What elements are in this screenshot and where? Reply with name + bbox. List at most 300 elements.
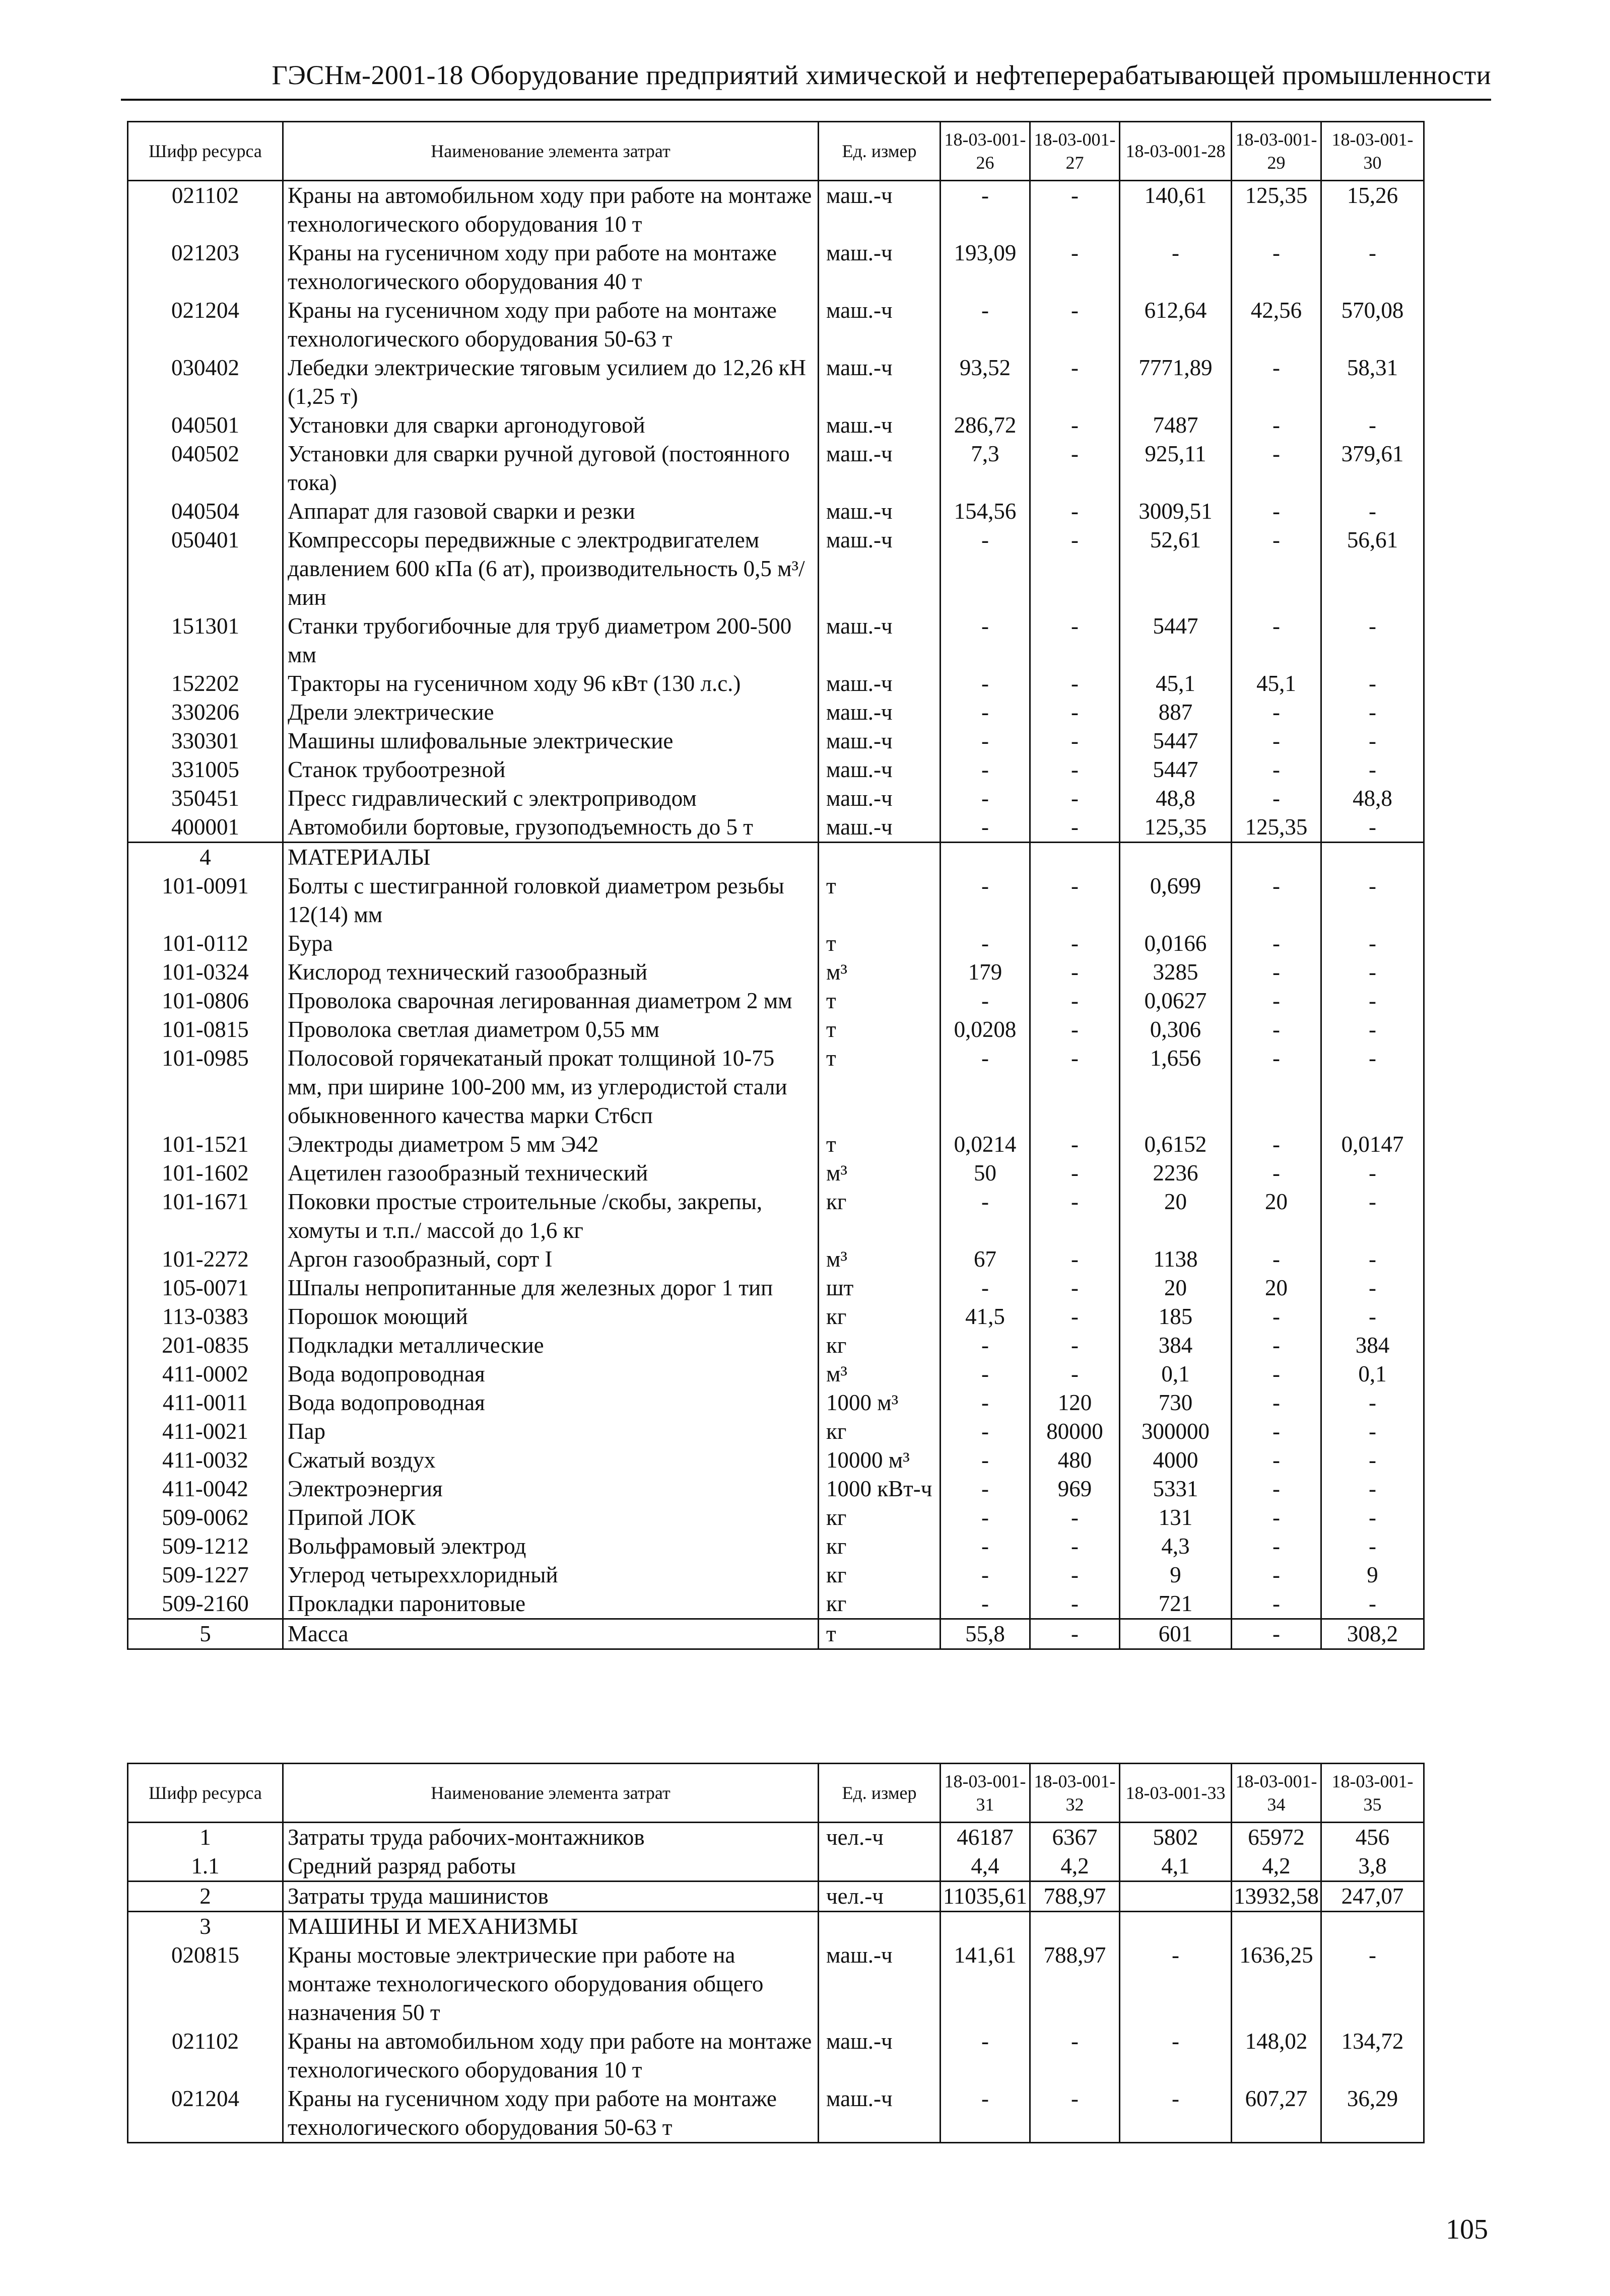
value-cell: 3009,51 [1120, 497, 1232, 526]
value-cell: 0,0627 [1120, 987, 1232, 1015]
value-cell: - [1232, 1245, 1321, 1274]
value-cell: 0,306 [1120, 1015, 1232, 1044]
unit-cell: т [819, 872, 941, 929]
cost-element-name: Затраты труда машинистов [283, 1882, 819, 1912]
value-cell: - [1232, 784, 1321, 813]
value-cell: 9 [1321, 1561, 1424, 1589]
resource-code: 152202 [128, 669, 283, 698]
value-cell: 4,1 [1120, 1852, 1232, 1882]
cost-element-name: Поковки простые строительные /скобы, закрепы, хомуты и т.п./ массой до 1,6 кг [283, 1188, 819, 1245]
value-cell: 0,0166 [1120, 929, 1232, 958]
value-cell: - [1030, 929, 1120, 958]
value-cell: 134,72 [1321, 2027, 1424, 2084]
value-cell: 193,09 [941, 239, 1030, 296]
value-cell: - [1321, 1446, 1424, 1475]
resource-code: 040502 [128, 440, 283, 497]
resource-code: 3 [128, 1912, 283, 1941]
table-body [128, 181, 1424, 1649]
cost-element-name: Компрессоры передвижные с электродвигателем давлением 600 кПа (6 ат), производительность 0,5 м³/мин [283, 526, 819, 612]
unit-cell: т [819, 1619, 941, 1649]
unit-cell: маш.-ч [819, 526, 941, 612]
table-row [128, 1852, 1424, 1882]
cost-element-name: Станки трубогибочные для труб диаметром 200-500 мм [283, 612, 819, 669]
value-cell: - [1321, 1159, 1424, 1188]
cost-table-1 [127, 121, 1425, 1650]
resource-code: 330206 [128, 698, 283, 727]
value-cell: - [941, 526, 1030, 612]
value-cell: 384 [1321, 1331, 1424, 1360]
value-cell: 3285 [1120, 958, 1232, 987]
value-cell: - [941, 296, 1030, 354]
value-cell: 300000 [1120, 1417, 1232, 1446]
value-cell: 3,8 [1321, 1852, 1424, 1882]
value-cell: - [1232, 1302, 1321, 1331]
value-cell: 45,1 [1120, 669, 1232, 698]
value-cell: - [1030, 1331, 1120, 1360]
unit-cell: маш.-ч [819, 755, 941, 784]
value-cell: 131 [1120, 1503, 1232, 1532]
cost-element-name: Средний разряд работы [283, 1852, 819, 1882]
cost-element-name: Кислород технический газообразный [283, 958, 819, 987]
value-cell: - [941, 1532, 1030, 1561]
resource-code: 040504 [128, 497, 283, 526]
table-body [128, 1823, 1424, 2143]
cost-element-name: Вода водопроводная [283, 1388, 819, 1417]
value-cell: - [1232, 1446, 1321, 1475]
value-cell [1232, 843, 1321, 872]
value-cell: 42,56 [1232, 296, 1321, 354]
value-cell: - [941, 1589, 1030, 1619]
value-cell: - [1030, 1015, 1120, 1044]
value-cell: 887 [1120, 698, 1232, 727]
resource-code: 4 [128, 843, 283, 872]
cost-element-name: Проволока сварочная легированная диаметром 2 мм [283, 987, 819, 1015]
value-cell: - [1030, 1619, 1120, 1649]
value-cell: 48,8 [1321, 784, 1424, 813]
value-cell: - [1030, 872, 1120, 929]
value-cell: 612,64 [1120, 296, 1232, 354]
value-cell: - [941, 1503, 1030, 1532]
value-cell: 0,699 [1120, 872, 1232, 929]
unit-cell: 1000 кВт-ч [819, 1475, 941, 1503]
cost-element-name: Машины шлифовальные электрические [283, 727, 819, 755]
table-row [128, 1044, 1424, 1130]
resource-code: 101-0324 [128, 958, 283, 987]
value-cell: - [1232, 958, 1321, 987]
cost-element-name: МАТЕРИАЛЫ [283, 843, 819, 872]
cost-element-name: Вольфрамовый электрод [283, 1532, 819, 1561]
value-cell: - [1321, 497, 1424, 526]
table-row [128, 1589, 1424, 1619]
value-cell: 5331 [1120, 1475, 1232, 1503]
table-row [128, 698, 1424, 727]
table-row [128, 1446, 1424, 1475]
unit-cell: маш.-ч [819, 784, 941, 813]
value-cell: 5447 [1120, 612, 1232, 669]
unit-cell: шт [819, 1274, 941, 1302]
page-header-title: ГЭСНм-2001-18 Оборудование предприятий химической и нефтеперерабатывающей промышленности [272, 60, 1491, 90]
value-cell: 730 [1120, 1388, 1232, 1417]
value-cell: - [1321, 958, 1424, 987]
resource-code: 040501 [128, 411, 283, 440]
value-cell: - [1030, 440, 1120, 497]
value-cell: - [1232, 872, 1321, 929]
unit-cell: маш.-ч [819, 497, 941, 526]
value-cell [1030, 1912, 1120, 1941]
cost-element-name: Лебедки электрические тяговым усилием до 12,26 кН (1,25 т) [283, 354, 819, 411]
cost-element-name: Подкладки металлические [283, 1331, 819, 1360]
cost-element-name: Масса [283, 1619, 819, 1649]
resource-code: 021204 [128, 2084, 283, 2143]
value-cell: - [941, 669, 1030, 698]
resource-code: 101-0815 [128, 1015, 283, 1044]
value-cell: - [1232, 1417, 1321, 1446]
value-cell [1321, 843, 1424, 872]
cost-element-name: Припой ЛОК [283, 1503, 819, 1532]
cost-table-2 [127, 1763, 1425, 2143]
value-cell: 67 [941, 1245, 1030, 1274]
value-cell: - [1321, 987, 1424, 1015]
table-row [128, 181, 1424, 239]
cost-element-name: Установки для сварки ручной дуговой (постоянного тока) [283, 440, 819, 497]
value-cell: - [1321, 1044, 1424, 1130]
value-cell: - [941, 1388, 1030, 1417]
value-cell: - [1030, 987, 1120, 1015]
resource-code: 050401 [128, 526, 283, 612]
value-cell: - [1321, 727, 1424, 755]
value-cell: - [1232, 755, 1321, 784]
value-cell: - [941, 1475, 1030, 1503]
unit-cell: кг [819, 1302, 941, 1331]
page-number: 105 [1446, 2214, 1488, 2245]
value-cell: 140,61 [1120, 181, 1232, 239]
col-header-norm: 18-03-001-26 [941, 122, 1030, 181]
table-row [128, 526, 1424, 612]
value-cell: - [1321, 239, 1424, 296]
value-cell [1120, 1882, 1232, 1912]
value-cell: - [941, 813, 1030, 843]
value-cell: - [1030, 1503, 1120, 1532]
value-cell: 20 [1120, 1274, 1232, 1302]
resource-code: 411-0032 [128, 1446, 283, 1475]
value-cell: - [941, 1188, 1030, 1245]
value-cell: 5447 [1120, 727, 1232, 755]
value-cell: - [1030, 526, 1120, 612]
value-cell: - [1321, 1475, 1424, 1503]
unit-cell [819, 1912, 941, 1941]
table-row [128, 987, 1424, 1015]
unit-cell: чел.-ч [819, 1823, 941, 1852]
table-row [128, 2027, 1424, 2084]
col-header-norm: 18-03-001-35 [1321, 1764, 1424, 1823]
table-row [128, 1503, 1424, 1532]
table-row [128, 669, 1424, 698]
table-row [128, 784, 1424, 813]
col-header-name: Наименование элемента затрат [283, 1764, 819, 1823]
unit-cell: маш.-ч [819, 411, 941, 440]
resource-code: 151301 [128, 612, 283, 669]
value-cell: - [1030, 1274, 1120, 1302]
value-cell: 48,8 [1120, 784, 1232, 813]
cost-element-name: Электроды диаметром 5 мм Э42 [283, 1130, 819, 1159]
resource-code: 509-0062 [128, 1503, 283, 1532]
value-cell: 6367 [1030, 1823, 1120, 1852]
table-row [128, 1941, 1424, 2027]
value-cell [1120, 1912, 1232, 1941]
value-cell: 7771,89 [1120, 354, 1232, 411]
value-cell: 46187 [941, 1823, 1030, 1852]
value-cell: - [941, 2027, 1030, 2084]
value-cell: - [1321, 698, 1424, 727]
value-cell: 185 [1120, 1302, 1232, 1331]
value-cell: 141,61 [941, 1941, 1030, 2027]
section-row [128, 1912, 1424, 1941]
unit-cell [819, 1852, 941, 1882]
unit-cell: маш.-ч [819, 440, 941, 497]
value-cell: - [1232, 411, 1321, 440]
value-cell: - [1321, 411, 1424, 440]
table-row [128, 1882, 1424, 1912]
value-cell: 286,72 [941, 411, 1030, 440]
unit-cell: м³ [819, 1245, 941, 1274]
value-cell: - [1030, 612, 1120, 669]
table-row [128, 296, 1424, 354]
value-cell: - [1030, 813, 1120, 843]
unit-cell: маш.-ч [819, 813, 941, 843]
value-cell: 4,2 [1232, 1852, 1321, 1882]
value-cell: - [1030, 1589, 1120, 1619]
cost-element-name: Углерод четыреххлоридный [283, 1561, 819, 1589]
cost-element-name: Пресс гидравлический с электроприводом [283, 784, 819, 813]
cost-element-name: Краны на гусеничном ходу при работе на монтаже технологического оборудования 40 т [283, 239, 819, 296]
value-cell: - [1030, 1188, 1120, 1245]
cost-element-name: Аргон газообразный, сорт I [283, 1245, 819, 1274]
value-cell: 788,97 [1030, 1941, 1120, 2027]
value-cell: 2236 [1120, 1159, 1232, 1188]
resource-code: 101-0806 [128, 987, 283, 1015]
value-cell: 925,11 [1120, 440, 1232, 497]
unit-cell: маш.-ч [819, 354, 941, 411]
value-cell: - [1030, 181, 1120, 239]
resource-code: 101-0112 [128, 929, 283, 958]
resource-code: 021102 [128, 2027, 283, 2084]
value-cell: 65972 [1232, 1823, 1321, 1852]
cost-element-name: Порошок моющий [283, 1302, 819, 1331]
unit-cell: маш.-ч [819, 2027, 941, 2084]
value-cell: - [1030, 784, 1120, 813]
value-cell: - [941, 181, 1030, 239]
value-cell: - [1030, 698, 1120, 727]
value-cell: - [941, 727, 1030, 755]
value-cell: 4000 [1120, 1446, 1232, 1475]
value-cell: 15,26 [1321, 181, 1424, 239]
unit-cell [819, 843, 941, 872]
value-cell: - [1030, 296, 1120, 354]
value-cell: 969 [1030, 1475, 1120, 1503]
value-cell: 45,1 [1232, 669, 1321, 698]
table-row [128, 1417, 1424, 1446]
resource-code: 411-0002 [128, 1360, 283, 1388]
value-cell: 788,97 [1030, 1882, 1120, 1912]
col-header-norm: 18-03-001-33 [1120, 1764, 1232, 1823]
table-row [128, 755, 1424, 784]
value-cell: - [1232, 1532, 1321, 1561]
cost-element-name: Электроэнергия [283, 1475, 819, 1503]
cost-element-name: Шпалы непропитанные для железных дорог 1 тип [283, 1274, 819, 1302]
value-cell: - [1232, 1589, 1321, 1619]
value-cell: - [941, 929, 1030, 958]
unit-cell: кг [819, 1331, 941, 1360]
value-cell: 20 [1232, 1188, 1321, 1245]
value-cell: 55,8 [941, 1619, 1030, 1649]
value-cell: 52,61 [1120, 526, 1232, 612]
value-cell: 125,35 [1120, 813, 1232, 843]
value-cell: - [1321, 612, 1424, 669]
resource-code: 021203 [128, 239, 283, 296]
resource-code: 509-1227 [128, 1561, 283, 1589]
value-cell: 50 [941, 1159, 1030, 1188]
table-row [128, 1015, 1424, 1044]
value-cell: 125,35 [1232, 181, 1321, 239]
value-cell [1120, 843, 1232, 872]
table-row [128, 1245, 1424, 1274]
table-row [128, 1532, 1424, 1561]
value-cell: 0,0147 [1321, 1130, 1424, 1159]
value-cell: - [1120, 1941, 1232, 2027]
resource-code: 331005 [128, 755, 283, 784]
value-cell: - [941, 612, 1030, 669]
value-cell: - [1232, 1388, 1321, 1417]
unit-cell: 10000 м³ [819, 1446, 941, 1475]
resource-code: 021204 [128, 296, 283, 354]
cost-element-name: Установки для сварки аргонодуговой [283, 411, 819, 440]
cost-element-name: Вода водопроводная [283, 1360, 819, 1388]
value-cell: - [941, 1561, 1030, 1589]
value-cell: - [1321, 813, 1424, 843]
value-cell: 1,656 [1120, 1044, 1232, 1130]
resource-code: 101-2272 [128, 1245, 283, 1274]
value-cell: - [941, 987, 1030, 1015]
table-row [128, 1331, 1424, 1360]
resource-code: 101-1671 [128, 1188, 283, 1245]
unit-cell: м³ [819, 1159, 941, 1188]
value-cell: - [1321, 1302, 1424, 1331]
value-cell: 308,2 [1321, 1619, 1424, 1649]
value-cell: 80000 [1030, 1417, 1120, 1446]
unit-cell: кг [819, 1503, 941, 1532]
value-cell: 7487 [1120, 411, 1232, 440]
unit-cell: кг [819, 1589, 941, 1619]
value-cell: - [941, 698, 1030, 727]
value-cell: 607,27 [1232, 2084, 1321, 2143]
value-cell: 5447 [1120, 755, 1232, 784]
resource-code: 030402 [128, 354, 283, 411]
unit-cell: кг [819, 1417, 941, 1446]
cost-element-name: МАШИНЫ И МЕХАНИЗМЫ [283, 1912, 819, 1941]
cost-element-name: Краны на гусеничном ходу при работе на монтаже технологического оборудования 50-63 т [283, 2084, 819, 2143]
value-cell: 148,02 [1232, 2027, 1321, 2084]
value-cell: - [1232, 497, 1321, 526]
value-cell: - [1232, 727, 1321, 755]
cost-element-name: Автомобили бортовые, грузоподъемность до 5 т [283, 813, 819, 843]
unit-cell: чел.-ч [819, 1882, 941, 1912]
cost-element-name: Прокладки паронитовые [283, 1589, 819, 1619]
table-row [128, 1475, 1424, 1503]
value-cell: - [1321, 1503, 1424, 1532]
table-row [128, 239, 1424, 296]
value-cell: 1138 [1120, 1245, 1232, 1274]
value-cell: - [1030, 1130, 1120, 1159]
cost-element-name: Проволока светлая диаметром 0,55 мм [283, 1015, 819, 1044]
value-cell: - [1232, 698, 1321, 727]
cost-element-name: Ацетилен газообразный технический [283, 1159, 819, 1188]
cost-element-name: Станок трубоотрезной [283, 755, 819, 784]
value-cell: - [941, 1446, 1030, 1475]
table-row [128, 929, 1424, 958]
value-cell: - [1030, 669, 1120, 698]
value-cell: - [1232, 987, 1321, 1015]
resource-code: 021102 [128, 181, 283, 239]
table-row [128, 2084, 1424, 2143]
value-cell: - [941, 1360, 1030, 1388]
value-cell: - [941, 1274, 1030, 1302]
value-cell: - [1030, 411, 1120, 440]
unit-cell: 1000 м³ [819, 1388, 941, 1417]
value-cell: - [1321, 1532, 1424, 1561]
value-cell: - [1030, 958, 1120, 987]
value-cell: - [1030, 727, 1120, 755]
value-cell: - [1030, 2084, 1120, 2143]
table-row [128, 612, 1424, 669]
value-cell: - [1321, 1388, 1424, 1417]
value-cell: 456 [1321, 1823, 1424, 1852]
resource-code: 101-0985 [128, 1044, 283, 1130]
table-row [128, 958, 1424, 987]
value-cell: 4,3 [1120, 1532, 1232, 1561]
value-cell: - [1030, 497, 1120, 526]
value-cell: - [941, 1044, 1030, 1130]
value-cell: - [1321, 872, 1424, 929]
resource-code: 113-0383 [128, 1302, 283, 1331]
unit-cell: т [819, 929, 941, 958]
header-rule [121, 99, 1491, 101]
value-cell: 0,6152 [1120, 1130, 1232, 1159]
value-cell: - [1321, 1589, 1424, 1619]
cost-element-name: Пар [283, 1417, 819, 1446]
value-cell: - [1321, 669, 1424, 698]
value-cell: 20 [1232, 1274, 1321, 1302]
unit-cell: т [819, 1015, 941, 1044]
col-header-code: Шифр ресурса [128, 1764, 283, 1823]
cost-element-name: Затраты труда рабочих-монтажников [283, 1823, 819, 1852]
table-row [128, 813, 1424, 843]
value-cell: - [1232, 354, 1321, 411]
table-row [128, 1302, 1424, 1331]
resource-code: 201-0835 [128, 1331, 283, 1360]
value-cell: - [1120, 2084, 1232, 2143]
value-cell: - [1232, 1130, 1321, 1159]
resource-code: 101-0091 [128, 872, 283, 929]
cost-element-name: Болты с шестигранной головкой диаметром резьбы 12(14) мм [283, 872, 819, 929]
value-cell: - [1232, 526, 1321, 612]
unit-cell: кг [819, 1561, 941, 1589]
value-cell: 20 [1120, 1188, 1232, 1245]
value-cell: - [1120, 2027, 1232, 2084]
value-cell: - [1232, 1475, 1321, 1503]
unit-cell: маш.-ч [819, 2084, 941, 2143]
value-cell: - [1321, 1274, 1424, 1302]
table-row [128, 1130, 1424, 1159]
